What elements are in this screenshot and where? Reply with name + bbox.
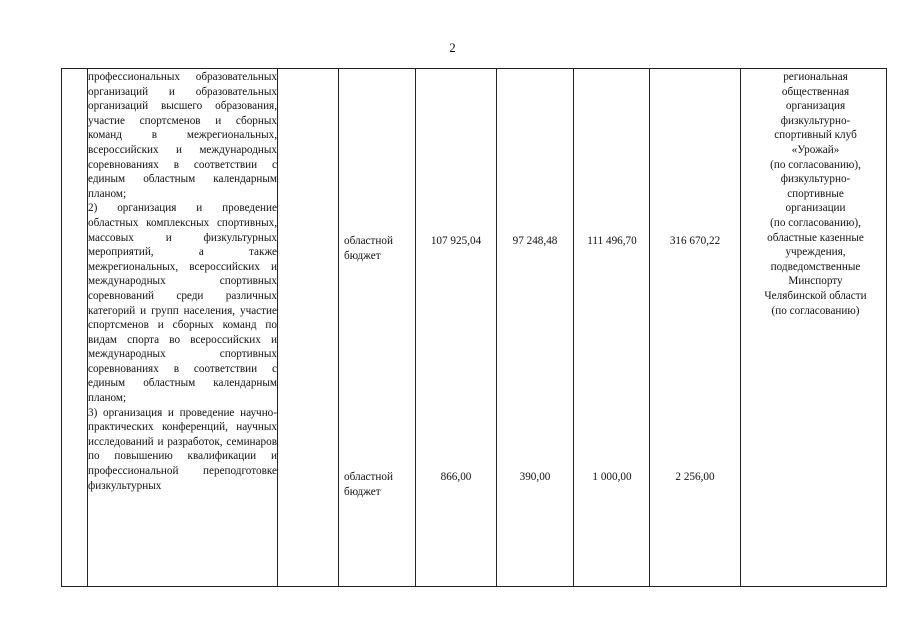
- column-divider: [415, 69, 416, 586]
- column-divider: [649, 69, 650, 586]
- column-divider: [338, 69, 339, 586]
- year3-amount-cell: 1 000,00: [592, 471, 632, 483]
- program-activities-table: [61, 68, 887, 587]
- column-divider: [573, 69, 574, 586]
- activity-item: профессиональных образовательных организаций и образовательных организаций высшего образования, участие спортсменов и сборных команд в межрегиональных, всероссийских и международных соревнованиях в соответствии с единым областным календарным планом;: [88, 71, 277, 200]
- year3-amount-cell: 111 496,70: [587, 235, 637, 247]
- activity-item: 2) организация и проведение областных комплексных спортивных, массовых и физкультурных мероприятий, а также межрегиональных, всероссийских и международных спортивных соревнований среди различных категорий и групп населения, участие спортсменов и сборных команд по видам спорта во всероссийских и международных спортивных соревнованиях в соответствии с единым областным календарным планом;: [88, 202, 277, 405]
- funding-source-cell: областной бюджет: [344, 235, 393, 262]
- year1-amount-cell: 866,00: [440, 471, 472, 483]
- year2-amount-cell: 390,00: [519, 471, 551, 483]
- column-divider: [496, 69, 497, 586]
- executors-cell: региональная общественная организация физкультурно- спортивный клуб «Урожай» (по согласованию), физкультурно- спортивные организации (по согласованию), областные казенные учреждения, подведомственные Минспорту Челябинской области (по согласованию): [764, 71, 867, 317]
- activities-cell: [88, 70, 277, 493]
- activity-item: 3) организация и проведение научно-практических конференций, научных исследований и разработок, семинаров по повышению квалификации и профессиональной переподготовке физкультурных: [88, 406, 277, 492]
- column-divider: [740, 69, 741, 586]
- column-divider: [277, 69, 278, 586]
- funding-source-cell: областной бюджет: [344, 471, 393, 498]
- total-amount-cell: 316 670,22: [669, 235, 721, 247]
- year2-amount-cell: 97 248,48: [512, 235, 558, 247]
- total-amount-cell: 2 256,00: [675, 471, 715, 483]
- year1-amount-cell: 107 925,04: [430, 235, 482, 247]
- page-number: 2: [449, 40, 456, 55]
